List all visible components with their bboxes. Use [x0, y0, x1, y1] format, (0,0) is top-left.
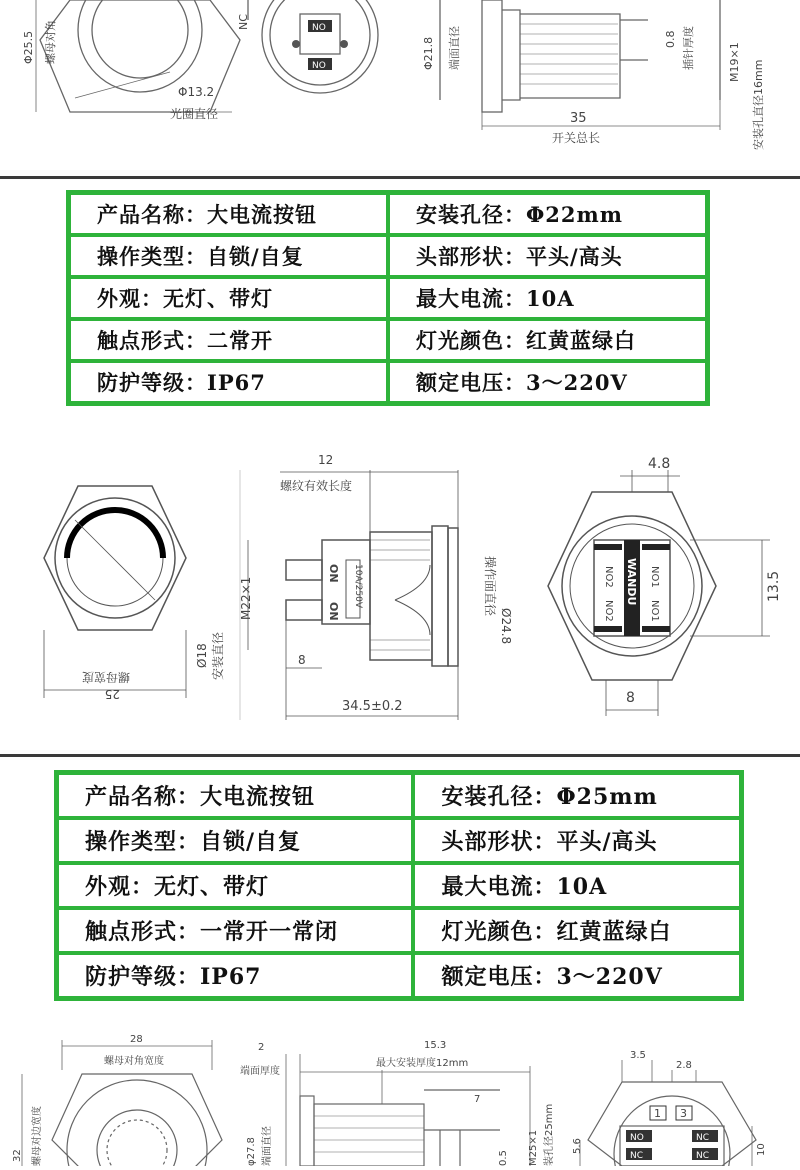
table-cell: 防护等级：IP67: [57, 953, 413, 998]
mid-pin-label-1: ON: [327, 564, 340, 583]
mid-hole: Ø18: [195, 643, 209, 668]
table-row: [57, 863, 741, 908]
top-total-length-cn: 开关总长: [552, 131, 601, 145]
table-cell: 防护等级：IP67: [69, 361, 388, 403]
table-row: [69, 235, 707, 277]
table-cell: 头部形状：平头/高头: [388, 235, 707, 277]
mid-brand: WANDU: [625, 558, 638, 606]
bottom-face-thick: 2: [258, 1042, 265, 1053]
bottom-nc-c: NC: [696, 1151, 710, 1161]
table-cell: 额定电压：3～220V: [413, 953, 741, 998]
table-cell: 最大电流：10A: [388, 277, 707, 319]
bottom-face-dia: φ27.8: [246, 1137, 257, 1166]
table-cell: 灯光颜色：红黄蓝绿白: [413, 908, 741, 953]
table-row: [57, 773, 741, 818]
bottom-thread: M25×1: [528, 1129, 539, 1166]
mid-height: 13.5: [766, 570, 782, 602]
spec-table-25mm: [54, 770, 744, 1001]
mid-bottom-width: 8: [626, 690, 635, 706]
top-ring-dia-cn: 光圈直径: [170, 107, 219, 121]
bottom-w1: 3.5: [630, 1050, 646, 1061]
bottom-no-a: NO: [630, 1133, 644, 1143]
bottom-nut-diag: 28: [130, 1034, 143, 1045]
top-back-view: [248, 0, 378, 93]
bottom-pin-t: 0.5: [498, 1150, 509, 1166]
table-cell: 产品名称：大电流按钮: [57, 773, 413, 818]
mid-back-view: [548, 470, 770, 716]
bottom-h1: 5.6: [572, 1138, 583, 1154]
table-cell: 触点形式：二常开: [69, 319, 388, 361]
mid-drawing: [0, 440, 800, 740]
separator-1: [0, 176, 800, 179]
mid-pin-len: 8: [298, 653, 306, 667]
table-cell: 外观：无灯、带灯: [69, 277, 388, 319]
top-pin-thickness: 0.8: [664, 30, 677, 48]
top-nut-diag: Φ25.5: [22, 30, 35, 64]
mid-thread-len-cn: 螺纹有效长度: [280, 479, 353, 493]
mid-face-dia: Ø24.8: [499, 608, 513, 645]
mid-no2-b: NO2: [603, 600, 614, 622]
table-cell: 安装孔径：Φ25mm: [413, 773, 741, 818]
mid-no1-b: NO1: [649, 600, 660, 622]
table-row: [57, 908, 741, 953]
bottom-pin-pitch: 7: [474, 1094, 481, 1105]
mid-no2-a: NO2: [603, 566, 614, 588]
mid-length: 34.5±0.2: [342, 699, 403, 714]
top-total-length: 35: [570, 111, 587, 126]
mid-hex-width-cn: 螺母宽度: [81, 670, 130, 684]
top-no-1: NO: [312, 23, 326, 33]
top-ring-dia: Φ13.2: [178, 85, 215, 99]
table-cell: 头部形状：平头/高头: [413, 818, 741, 863]
bottom-hole-cn: 装孔径25mm: [544, 1103, 555, 1166]
mid-top-width: 4.8: [648, 456, 671, 472]
bottom-nc-a: NC: [696, 1133, 710, 1143]
bottom-h2: 10: [756, 1143, 767, 1156]
bottom-max-thick: 15.3: [424, 1040, 447, 1051]
mid-body-text: 10A/250V: [353, 564, 363, 608]
bottom-t3: 3: [680, 1107, 687, 1120]
top-thread: M19×1: [728, 42, 741, 82]
bottom-nut-side: 32: [12, 1149, 23, 1162]
bottom-w2: 2.8: [676, 1060, 692, 1071]
table-row: [57, 818, 741, 863]
table-cell: 外观：无灯、带灯: [57, 863, 413, 908]
top-face-dia: Φ21.8: [422, 36, 435, 70]
table-cell: 触点形式：一常开一常闭: [57, 908, 413, 953]
bottom-face-thick-cn: 端面厚度: [240, 1066, 280, 1077]
mid-thread: M22×1: [239, 576, 253, 620]
bottom-side-view: [286, 1054, 530, 1166]
table-cell: 额定电压：3～220V: [388, 361, 707, 403]
mid-face-dia-cn: 操作面直径: [483, 556, 497, 617]
table-row: [69, 361, 707, 403]
mid-front-view: [44, 486, 186, 698]
top-face-dia-cn: 端面直径: [448, 26, 461, 70]
top-nut-diag-cn: 螺母对角: [44, 20, 57, 64]
table-cell: 安装孔径：Φ22mm: [388, 193, 707, 235]
table-cell: 产品名称：大电流按钮: [69, 193, 388, 235]
top-pin-thickness-cn: 插针厚度: [682, 26, 695, 70]
bottom-drawing: [0, 1030, 800, 1166]
table-cell: 灯光颜色：红黄蓝绿白: [388, 319, 707, 361]
table-row: [69, 277, 707, 319]
table-row: [69, 319, 707, 361]
mid-thread-len: 12: [318, 453, 334, 467]
table-cell: 操作类型：自锁/自复: [69, 235, 388, 277]
bottom-max-thick-cn: 最大安装厚度12mm: [376, 1058, 469, 1069]
top-drawing: [0, 0, 800, 176]
separator-2: [0, 754, 800, 757]
bottom-t1: 1: [654, 1107, 661, 1120]
bottom-nut-side-cn: 螺母对边宽度: [32, 1106, 43, 1166]
table-cell: 操作类型：自锁/自复: [57, 818, 413, 863]
table-row: [57, 953, 741, 998]
top-no-2: NO: [312, 61, 326, 71]
mid-hole-cn: 安装直径: [211, 631, 225, 680]
top-nc: NC: [237, 14, 250, 30]
spec-table-22mm: [66, 190, 710, 406]
bottom-face-dia-cn: 端面直径: [262, 1126, 273, 1166]
table-cell: 最大电流：10A: [413, 863, 741, 908]
mid-no1-a: NO1: [649, 566, 660, 588]
top-hole: 安装孔直径16mm: [752, 59, 765, 150]
bottom-nc-b: NC: [630, 1151, 644, 1161]
mid-hex-width: 25: [104, 687, 120, 701]
bottom-nut-diag-cn: 螺母对角宽度: [104, 1056, 164, 1067]
mid-pin-label-2: ON: [327, 602, 340, 621]
bottom-back-view: [580, 1060, 756, 1166]
table-row: [69, 193, 707, 235]
